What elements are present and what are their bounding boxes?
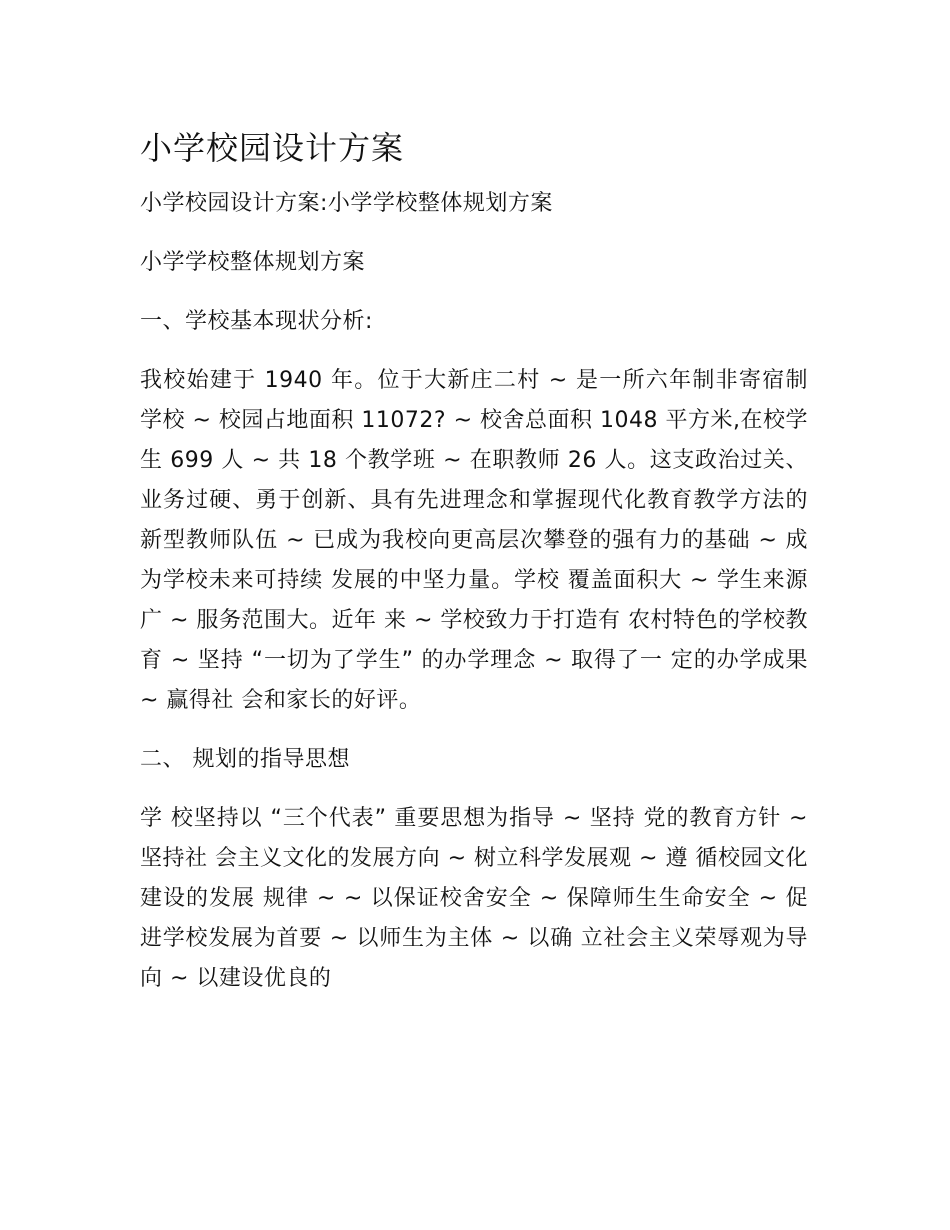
document-subtitle: 小学校园设计方案:小学学校整体规划方案 bbox=[140, 191, 553, 216]
document-title: 小学校园设计方案 bbox=[140, 129, 405, 167]
paragraph-current-status: 我校始建于 1940 年。位于大新庄二村 ~ 是一所六年制非寄宿制学校 ~ 校园占地面积 11072? ~ 校舍总面积 1048 平方米,在校学生 699 人 ~ 共 18 个教学班 ~ 在职教师 26 人。这支政治过关、业务过硬、勇于创新、具有先进理念和掌握现代化教育教学方法的新型教师队伍 ~ 已成为我校向更高层次攀登的强有力的基础 ~ 成为学校未来可持续 发展的中坚力量。学校 覆盖面积大 ~ 学生来源 广 ~ 服务范围大。近年 来 ~ 学校致力于打造有 农村特色的学校教育 ~ 坚持 “一切为了学生” 的办学理念 ~ 取得了一 定的办学成果 ~ 赢得社 会和家长的好评。 bbox=[140, 368, 808, 713]
document-page bbox=[140, 120, 808, 1018]
paragraph-guiding-ideology: 学 校坚持以 “三个代表” 重要思想为指导 ~ 坚持 党的教育方针 ~ 坚持社 会主义文化的发展方向 ~ 树立科学发展观 ~ 遵 循校园文化建设的发展 规律 ~ ~ 以保证校舍安全 ~ 保障师生生命安全 ~ 促进学校发展为首要 ~ 以师生为主体 ~ 以确 立社会主义荣辱观为导 向 ~ 以建设优良的 bbox=[140, 806, 809, 991]
section-title: 小学学校整体规划方案 bbox=[140, 250, 366, 275]
heading-guiding-ideology: 二、 规划的指导思想 bbox=[140, 747, 350, 772]
heading-current-status: 一、学校基本现状分析: bbox=[140, 309, 373, 334]
